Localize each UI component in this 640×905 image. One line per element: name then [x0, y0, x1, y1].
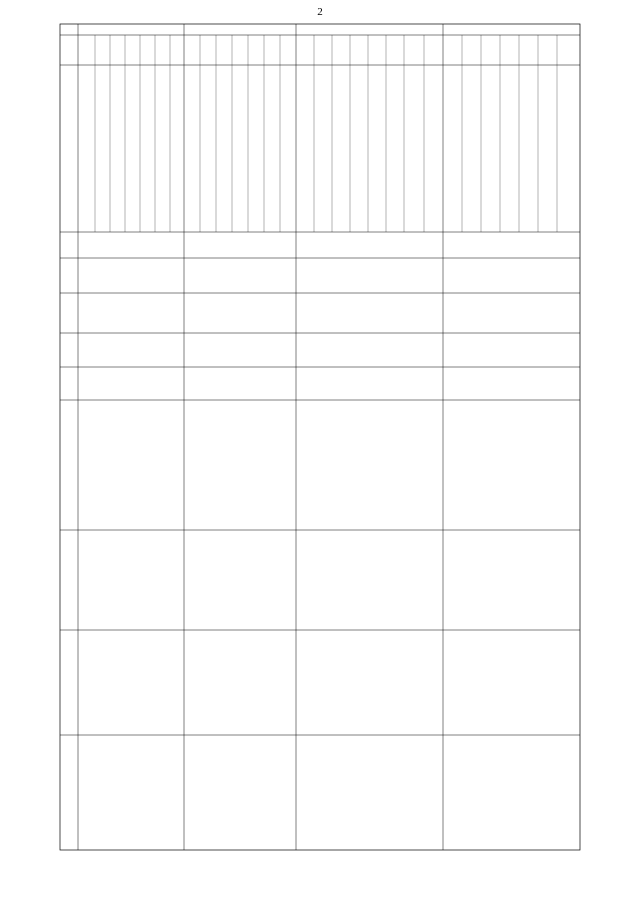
table-border [60, 24, 580, 850]
page-number: 2 [317, 6, 323, 18]
row-group-lines [78, 24, 443, 850]
column-lines [60, 35, 580, 735]
year-row-lines [95, 35, 557, 232]
